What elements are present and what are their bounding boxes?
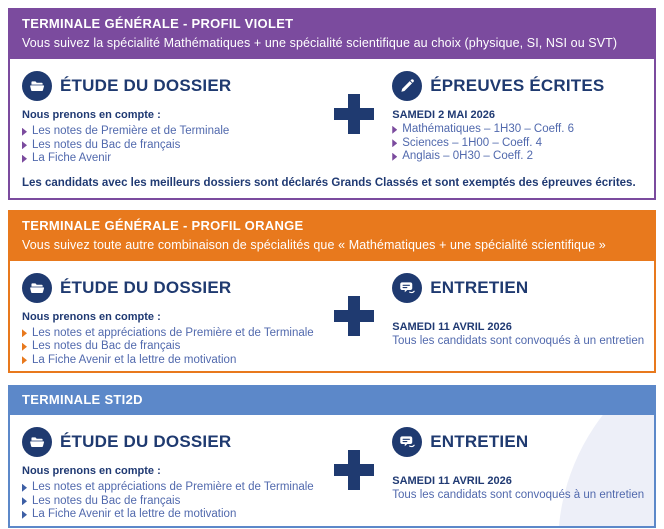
list-item: [22, 508, 322, 522]
list-item-text: Mathématiques – 1H30 – Coeff. 6: [402, 123, 574, 135]
column-entretien: [386, 415, 654, 526]
criteria-intro: Nous prenons en compte :: [22, 465, 161, 477]
section-title: TERMINALE GÉNÉRALE - PROFIL VIOLET: [22, 16, 294, 31]
column-etude-du-dossier: [10, 415, 322, 526]
list-item: [22, 139, 322, 153]
chat-icon: [392, 427, 422, 457]
arrow-bullet-icon: [22, 484, 27, 492]
folder-icon: [22, 71, 52, 101]
arrow-bullet-icon: [22, 343, 27, 351]
section-profil-orange: [8, 210, 656, 374]
plus-cell: [322, 59, 386, 170]
list-item: [22, 152, 322, 166]
column-heading: ÉPREUVES ÉCRITES: [430, 76, 605, 95]
column-heading: ENTRETIEN: [430, 277, 529, 297]
list-item: [392, 150, 648, 164]
list-item: [22, 481, 322, 495]
folder-icon: [22, 273, 52, 303]
column-heading: ÉTUDE DU DOSSIER: [60, 76, 232, 95]
section-subtitle: Vous suivez toute autre combinaison de spécialités que « Mathématiques + une spécialité scientifique »: [22, 237, 606, 252]
column-heading: ÉTUDE DU DOSSIER: [60, 277, 232, 297]
list-item-text: Les notes de Première et de Terminale: [32, 125, 230, 137]
section-header-violet: [8, 8, 656, 59]
list-item-text: La Fiche Avenir et la lettre de motivation: [32, 508, 237, 520]
section-title: TERMINALE STI2D: [22, 392, 143, 407]
criteria-list: [22, 327, 322, 368]
interview-date: SAMEDI 11 AVRIL 2026: [392, 320, 512, 333]
section-terminale-sti2d: [8, 385, 656, 528]
arrow-bullet-icon: [22, 356, 27, 364]
arrow-bullet-icon: [22, 497, 27, 505]
arrow-bullet-icon: [22, 329, 27, 337]
arrow-bullet-icon: [22, 511, 27, 519]
folder-icon: [22, 427, 52, 457]
section-body: [8, 261, 656, 374]
criteria-list: [22, 125, 322, 166]
criteria-intro: Nous prenons en compte :: [22, 310, 161, 323]
list-item: [392, 137, 648, 151]
list-item: [22, 495, 322, 509]
section-header-sti2d: [8, 385, 656, 415]
list-item: [22, 354, 322, 368]
column-etude-du-dossier: [10, 261, 322, 372]
list-item-text: La Fiche Avenir: [32, 152, 112, 164]
list-item-text: Les notes et appréciations de Première et de Terminale: [32, 481, 314, 493]
section-header-orange: [8, 210, 656, 261]
arrow-bullet-icon: [22, 155, 27, 163]
list-item: [392, 123, 648, 137]
plus-icon: [334, 450, 374, 490]
plus-icon: [334, 296, 374, 336]
plus-icon: [334, 94, 374, 134]
list-item-text: Les notes du Bac de français: [32, 138, 181, 151]
section-subtitle: Vous suivez la spécialité Mathématiques + une spécialité scientifique au choix (physique, SI, NSI ou SVT): [22, 36, 618, 50]
section-profil-violet: [8, 8, 656, 200]
list-item-text: La Fiche Avenir et la lettre de motivation: [32, 353, 237, 366]
list-item: [22, 125, 322, 139]
list-item: [22, 340, 322, 354]
grands-classes-note: Les candidats avec les meilleurs dossiers sont déclarés Grands Classés et sont exemptés des épreuves écrites.: [22, 176, 636, 189]
pencil-icon: [392, 71, 422, 101]
list-item: [22, 327, 322, 341]
exam-date: SAMEDI 2 MAI 2026: [392, 109, 495, 121]
list-item-text: Anglais – 0H30 – Coeff. 2: [402, 150, 534, 162]
section-body: [8, 59, 656, 200]
arrow-bullet-icon: [392, 153, 397, 161]
section-title: TERMINALE GÉNÉRALE - PROFIL ORANGE: [22, 217, 304, 233]
arrow-bullet-icon: [392, 139, 397, 147]
arrow-bullet-icon: [22, 141, 27, 149]
criteria-list: [22, 481, 322, 522]
list-item-text: Les notes du Bac de français: [32, 494, 181, 507]
column-heading: ÉTUDE DU DOSSIER: [60, 432, 232, 451]
list-item-text: Sciences – 1H00 – Coeff. 4: [402, 136, 543, 149]
plus-cell: [322, 415, 386, 526]
column-entretien: [386, 261, 654, 372]
column-heading: ENTRETIEN: [430, 432, 529, 451]
column-epreuves-ecrites: [386, 59, 654, 170]
interview-text: Tous les candidats sont convoqués à un entretien: [392, 334, 645, 347]
arrow-bullet-icon: [22, 128, 27, 136]
column-etude-du-dossier: [10, 59, 322, 170]
plus-cell: [322, 261, 386, 372]
list-item-text: Les notes et appréciations de Première et de Terminale: [32, 326, 314, 339]
section-body: [8, 415, 656, 528]
interview-date: SAMEDI 11 AVRIL 2026: [392, 475, 512, 487]
chat-icon: [392, 273, 422, 303]
interview-text: Tous les candidats sont convoqués à un entretien: [392, 489, 645, 501]
list-item-text: Les notes du Bac de français: [32, 340, 181, 352]
criteria-intro: Nous prenons en compte :: [22, 109, 161, 121]
exam-list: [392, 123, 648, 164]
arrow-bullet-icon: [392, 126, 397, 134]
